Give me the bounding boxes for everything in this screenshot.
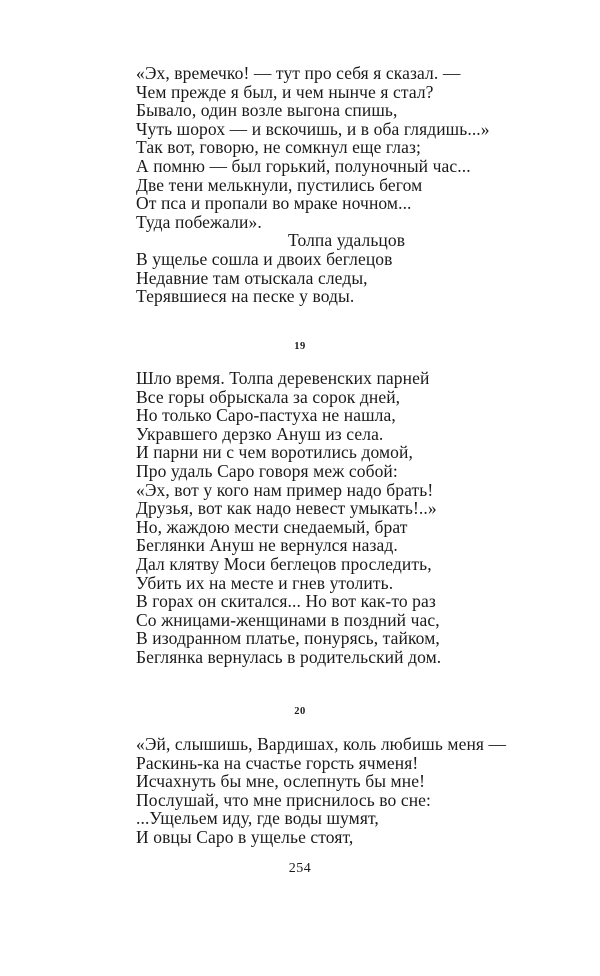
section-number-20: 20 (294, 706, 306, 717)
verse-line: «Эх, вот у кого нам пример надо брать! (136, 479, 434, 500)
verse-line: Туда побежали». (136, 211, 262, 232)
verse-line: Послушай, что мне приснилось во сне: (136, 789, 432, 810)
verse-line: ...Ущельем иду, где воды шумят, (136, 808, 379, 829)
verse-line: А помню — был горький, полуночный час... (136, 155, 471, 176)
verse-line: Исчахнуть бы мне, ослепнуть бы мне! (136, 771, 425, 792)
verse-line: Две тени мелькнули, пустились бегом (136, 174, 423, 195)
verse-line: «Эй, слышишь, Вардишах, коль любишь меня — (136, 734, 507, 754)
verse-line: Так вот, говорю, не сомкнул еще глаз; (136, 137, 421, 158)
verse-line: Терявшиеся на песке у воды. (136, 286, 355, 307)
verse-line: Но, жаждою мести снедаемый, брат (136, 516, 408, 537)
verse-line-indented: Толпа удальцов (288, 230, 406, 251)
verse-line: Дал клятву Моси беглецов проследить, (136, 553, 432, 574)
section-19-verse (136, 369, 576, 667)
verse-line: Про удаль Саро говоря меж собой: (136, 460, 398, 481)
verse-line: «Эх, времечко! — тут про себя я сказал. — (136, 63, 461, 83)
verse-line: Укравшего дерзко Ануш из села. (136, 423, 384, 444)
verse-line: Бывало, один возле выгона спишь, (136, 100, 398, 121)
verse-line: И овцы Саро в ущелье стоят, (136, 826, 354, 847)
verse-line: Но только Саро-пастуха не нашла, (136, 405, 396, 426)
verse-line: Шло время. Толпа деревенских парней (136, 368, 430, 388)
verse-line: В изодранном платье, понурясь, тайком, (136, 628, 440, 649)
verse-line: И парни ни с чем воротились домой, (136, 442, 413, 463)
verse-line: В ущелье сошла и двоих беглецов (136, 248, 393, 269)
stanza-18-continued (136, 64, 576, 306)
verse-line: Со жницами-женщинами в поздний час, (136, 609, 440, 630)
verse-line: От пса и пропали во мраке ночном... (136, 193, 412, 214)
verse-line: Раскинь-ка на счастье горсть ячменя! (136, 752, 419, 773)
verse-line: Беглянка вернулась в родительский дом. (136, 646, 442, 667)
verse-line: Друзья, вот как надо невест умыкать!..» (136, 498, 437, 519)
verse-line: В горах он скитался... Но вот как-то раз (136, 591, 436, 612)
page-number: 254 (288, 861, 312, 876)
verse-line: Недавние там отыскала следы, (136, 267, 368, 288)
section-20-verse (136, 735, 576, 847)
section-number-19: 19 (294, 341, 306, 352)
verse-line: Убить их на месте и гнев утолить. (136, 572, 394, 593)
verse-line: Беглянки Ануш не вернулся назад. (136, 535, 398, 556)
verse-line: Чуть шорох — и вскочишь, и в оба глядишь...» (136, 118, 490, 139)
verse-line: Чем прежде я был, и чем нынче я стал? (136, 81, 434, 102)
verse-line: Все горы обрыскала за сорок дней, (136, 386, 401, 407)
